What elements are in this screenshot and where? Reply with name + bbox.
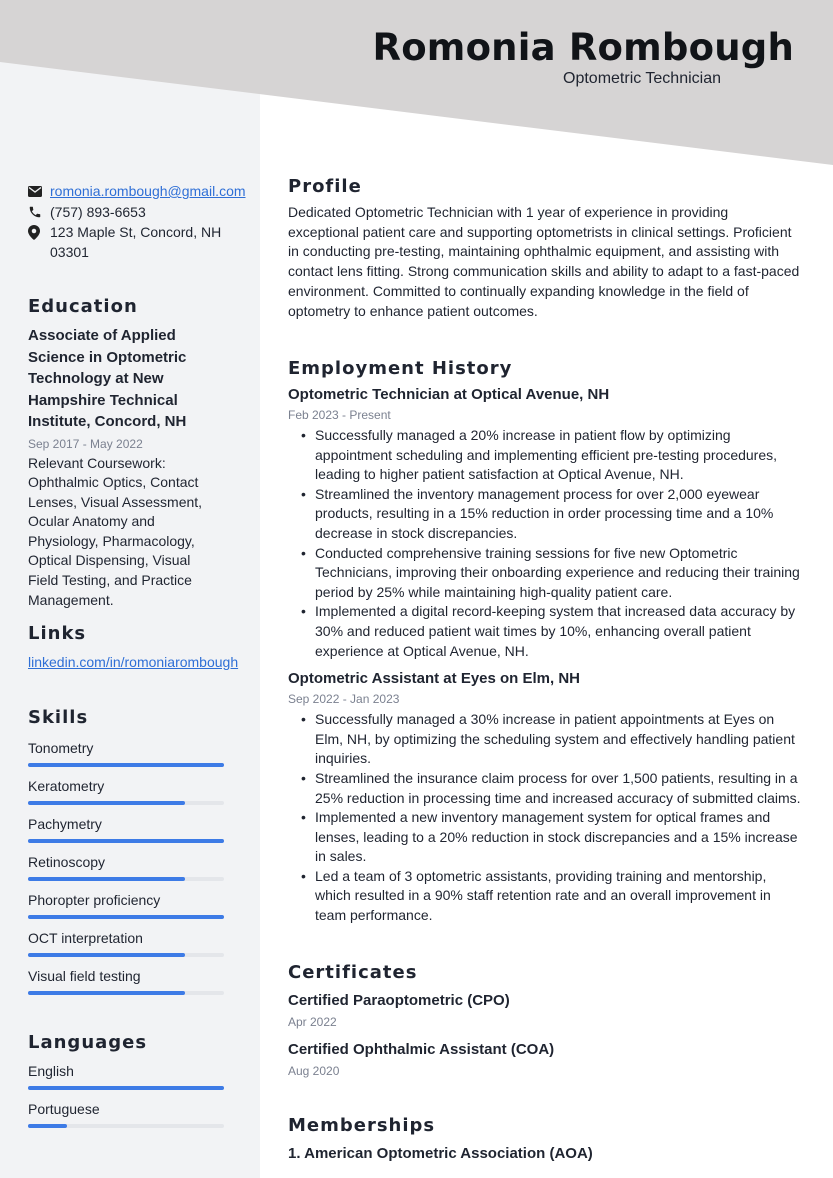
language-bar-track — [28, 1124, 224, 1128]
skill-bar-track — [28, 839, 224, 843]
skill-bar-track — [28, 915, 224, 919]
skill-item — [28, 891, 248, 929]
skill-label: OCT interpretation — [28, 930, 143, 946]
email-link[interactable]: romonia.rombough@gmail.com — [50, 183, 246, 199]
skill-bar-fill — [28, 839, 224, 843]
job-bullet: • Implemented a new inventory management system for optical frames and lenses, leading to a 20% reduction in stock discrepancies and a 15% increase in sales. — [288, 808, 802, 867]
skill-bar-track — [28, 877, 224, 881]
skill-bar-fill — [28, 915, 224, 919]
profile-text: Dedicated Optometric Technician with 1 year of experience in providing exceptional patient care and supporting optometrists in clinical settings. Proficient in conducting pre-testing, maintaining ophthalmic equipment, and assisting with contact lens fitting. Strong communication skills and ability to adapt to a fast-paced environment. Committed to continually expanding knowledge in the field of optometry to enhance patient outcomes. — [288, 204, 800, 319]
skill-label: Keratometry — [28, 778, 105, 794]
job-title-text: Optometric Technician — [563, 70, 721, 87]
profile-section — [288, 176, 802, 321]
job-title: Optometric Technician at Optical Avenue, NH — [288, 386, 610, 403]
skill-bar-track — [28, 991, 224, 995]
contact-phone-row — [28, 202, 253, 222]
language-label: Portuguese — [28, 1101, 100, 1117]
certificate-title: Certified Ophthalmic Assistant (COA) — [288, 1041, 555, 1058]
job-entry — [288, 669, 802, 926]
skill-item — [28, 815, 248, 853]
candidate-name: Romonia Rombough — [372, 26, 794, 69]
education-section — [28, 296, 248, 610]
skill-bar-track — [28, 953, 224, 957]
certificates-section — [288, 962, 802, 1080]
links-section — [28, 623, 248, 672]
certificate-item — [288, 1040, 802, 1080]
skills-list — [28, 739, 248, 1005]
job-bullet: • Implemented a digital record-keeping system that increased data accuracy by 30% and reduced patient wait times by 10%, enhancing overall patient experience at Optical Avenue, NH. — [288, 602, 802, 661]
languages-section — [28, 1032, 248, 1138]
skill-item — [28, 929, 248, 967]
skill-label: Visual field testing — [28, 968, 141, 984]
jobs-list — [288, 385, 802, 926]
skills-section — [28, 707, 248, 1005]
language-item — [28, 1062, 248, 1100]
address: 123 Maple St, Concord, NH 03301 — [50, 224, 222, 260]
language-item — [28, 1100, 248, 1138]
skill-bar-fill — [28, 801, 185, 805]
job-bullet: • Led a team of 3 optometric assistants, providing training and mentorship, which resulted in a 90% staff retention rate and an overall improvement in team performance. — [288, 867, 802, 926]
profile-heading: Profile — [288, 176, 362, 197]
contact-email-row — [28, 181, 253, 201]
memberships-heading: Memberships — [288, 1115, 436, 1136]
employment-heading: Employment History — [288, 358, 513, 379]
skill-label: Pachymetry — [28, 816, 102, 832]
skill-label: Retinoscopy — [28, 854, 106, 870]
education-description: Relevant Coursework: Ophthalmic Optics, Contact Lenses, Visual Assessment, Ocular Anatomy and Physiology, Pharmacology, Optical Dispensing, Visual Field Testing, and Practice Management. — [28, 454, 203, 608]
language-bar-fill — [28, 1086, 224, 1090]
contact-block — [28, 181, 253, 263]
memberships-section — [288, 1115, 802, 1164]
skill-item — [28, 967, 248, 1005]
contact-address-row — [28, 222, 253, 262]
job-bullet: • Streamlined the insurance claim process for over 1,500 patients, resulting in a 25% reduction in processing time and increased accuracy of submitted claims. — [288, 769, 802, 808]
skill-bar-track — [28, 763, 224, 767]
languages-heading: Languages — [28, 1032, 148, 1053]
envelope-icon — [28, 181, 50, 201]
skill-item — [28, 853, 248, 891]
certificate-item — [288, 991, 802, 1031]
job-bullets — [288, 426, 802, 661]
skill-bar-fill — [28, 991, 185, 995]
language-bar-track — [28, 1086, 224, 1090]
skill-bar-track — [28, 801, 224, 805]
education-dates: Sep 2017 - May 2022 — [28, 436, 143, 451]
job-title — [300, 70, 794, 88]
skill-bar-fill — [28, 953, 185, 957]
languages-list — [28, 1062, 248, 1138]
job-title: Optometric Assistant at Eyes on Elm, NH — [288, 670, 581, 688]
location-pin-icon — [28, 222, 50, 242]
linkedin-link[interactable]: linkedin.com/in/romoniarombough — [28, 654, 239, 670]
job-bullet: • Conducted comprehensive training sessions for five new Optometric Technicians, improving their onboarding experience and reducing their training period by 25% while maintaining high-quality patient care. — [288, 544, 802, 603]
language-label: English — [28, 1063, 74, 1079]
links-heading: Links — [28, 623, 87, 644]
job-dates: Sep 2022 - Jan 2023 — [288, 692, 400, 707]
job-bullets — [288, 710, 802, 926]
employment-section — [288, 358, 802, 926]
certificate-date: Aug 2020 — [288, 1064, 340, 1078]
skill-item — [28, 739, 248, 777]
skill-bar-fill — [28, 763, 224, 767]
skill-label: Phoropter proficiency — [28, 892, 161, 908]
job-bullet: • Successfully managed a 30% increase in patient appointments at Eyes on Elm, NH, by optimizing the scheduling system and effectively handling patient inquiries. — [288, 710, 802, 769]
job-bullet: • Streamlined the inventory management process for over 2,000 eyewear products, resulting in a 15% reduction in order processing time and a 10% decrease in stock discrepancies. — [288, 485, 802, 544]
job-bullet: • Successfully managed a 20% increase in patient flow by optimizing appointment scheduling and implementing efficient pre-testing procedures, leading to higher patient satisfaction at Optical Avenue, NH. — [288, 426, 802, 485]
certificate-title: Certified Paraoptometric (CPO) — [288, 992, 510, 1009]
skill-label: Tonometry — [28, 740, 94, 756]
degree-title: Associate of Applied Science in Optometric Technology at New Hampshire Technical Institute, Concord, NH — [28, 327, 187, 430]
language-bar-fill — [28, 1124, 67, 1128]
memberships-list — [288, 1144, 802, 1164]
membership-item: 1. American Optometric Association (AOA) — [288, 1145, 593, 1162]
skill-bar-fill — [28, 877, 185, 881]
education-heading: Education — [28, 296, 138, 317]
job-dates: Feb 2023 - Present — [288, 408, 391, 422]
certificates-heading: Certificates — [288, 962, 418, 983]
phone-icon — [28, 202, 50, 222]
phone-number: (757) 893-6653 — [50, 203, 146, 220]
certificate-date: Apr 2022 — [288, 1015, 337, 1029]
skill-item — [28, 777, 248, 815]
job-entry — [288, 385, 802, 661]
certificates-list — [288, 991, 802, 1080]
skills-heading: Skills — [28, 707, 89, 728]
